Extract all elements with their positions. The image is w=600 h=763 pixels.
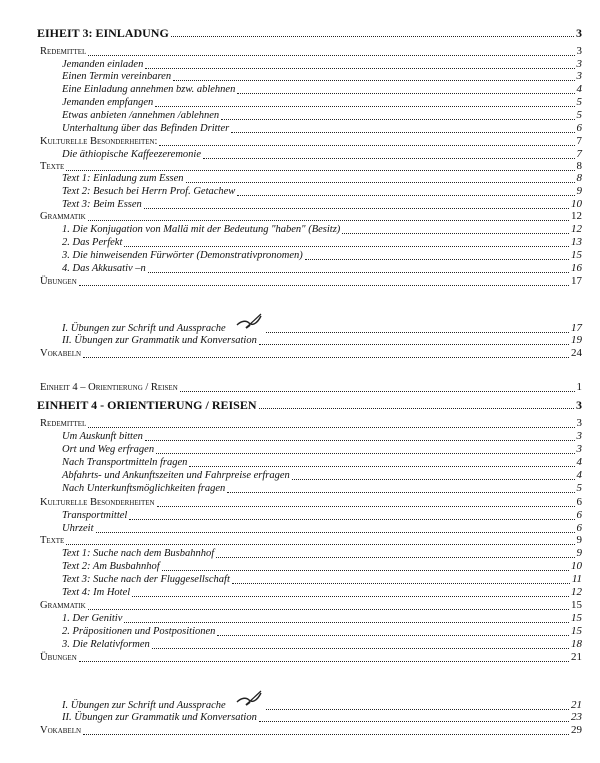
toc-entry bbox=[40, 46, 582, 58]
dot-leader bbox=[88, 54, 574, 56]
toc-entry-title: Grammatik bbox=[40, 211, 86, 222]
toc-entry bbox=[62, 173, 582, 185]
dot-leader bbox=[124, 621, 569, 623]
dot-leader bbox=[66, 543, 574, 545]
toc-entry-page-number: 6 bbox=[576, 122, 582, 134]
toc-entry-title: Uhrzeit bbox=[62, 523, 94, 534]
toc-entry bbox=[40, 136, 582, 148]
dot-leader bbox=[159, 144, 574, 146]
toc-entry-title: Text 3: Beim Essen bbox=[62, 199, 142, 210]
toc-entry-page-number: 6 bbox=[576, 522, 582, 534]
toc-entry-title: Jemanden empfangen bbox=[62, 97, 154, 108]
dot-leader bbox=[189, 465, 574, 467]
toc-entry-page-number: 7 bbox=[576, 148, 582, 160]
toc-entry-title: Um Auskunft bitten bbox=[62, 431, 143, 442]
dot-leader bbox=[342, 232, 569, 234]
toc-entry-title: Etwas anbieten /annehmen /ablehnen bbox=[62, 110, 220, 121]
dot-leader bbox=[227, 491, 574, 493]
toc-entry-page-number: 3 bbox=[576, 430, 582, 442]
toc-entry-page-number: 17 bbox=[571, 322, 582, 334]
toc-entry-title: Die äthiopische Kaffeezeremonie bbox=[62, 149, 201, 160]
dot-leader bbox=[217, 634, 569, 636]
dot-leader bbox=[266, 708, 569, 710]
toc-entry-title: Ort und Weg erfragen bbox=[62, 444, 155, 455]
toc-entry-page-number: 24 bbox=[571, 347, 582, 359]
toc-entry-page-number: 1 bbox=[576, 381, 582, 393]
dot-leader bbox=[232, 582, 570, 584]
dot-leader bbox=[305, 258, 569, 260]
toc-entry-title: EIHEIT 3: EINLADUNG bbox=[37, 26, 169, 40]
toc-entry bbox=[40, 725, 582, 737]
toc-entry bbox=[62, 123, 582, 135]
dot-leader bbox=[83, 733, 569, 735]
toc-entry-page-number: 6 bbox=[576, 496, 582, 508]
dot-leader bbox=[292, 478, 575, 480]
toc-entry-page-number: 19 bbox=[571, 334, 582, 346]
toc-entry bbox=[62, 84, 582, 96]
dot-leader bbox=[216, 556, 574, 558]
toc-entry bbox=[62, 59, 582, 71]
writing-hand-icon bbox=[234, 688, 264, 708]
toc-entry bbox=[62, 110, 582, 122]
dot-leader bbox=[88, 608, 569, 610]
toc-entry-title: Text 2: Am Busbahnhof bbox=[62, 561, 160, 572]
toc-entry-page-number: 4 bbox=[576, 83, 582, 95]
toc-entry bbox=[62, 457, 582, 469]
toc-entry bbox=[40, 600, 582, 612]
dot-leader bbox=[259, 407, 575, 409]
toc-entry-page-number: 4 bbox=[576, 469, 582, 481]
dot-leader bbox=[79, 660, 569, 662]
toc-entry-title: Text 1: Suche nach dem Busbahnhof bbox=[62, 548, 215, 559]
toc-entry-title: Texte bbox=[40, 535, 65, 546]
toc-entry bbox=[62, 97, 582, 109]
toc-entry-title: Transportmittel bbox=[62, 510, 128, 521]
toc-entry-title: Eine Einladung annehmen bzw. ablehnen bbox=[62, 84, 236, 95]
toc-entry-title: Unterhaltung über das Befinden Dritter bbox=[62, 123, 230, 134]
dot-leader bbox=[132, 595, 569, 597]
toc-entry-page-number: 15 bbox=[571, 249, 582, 261]
toc-entry-page-number: 12 bbox=[571, 586, 582, 598]
toc-entry-page-number: 21 bbox=[571, 699, 582, 711]
dot-leader bbox=[203, 157, 575, 159]
toc-entry-page-number: 13 bbox=[571, 236, 582, 248]
toc-entry-title: Text 2: Besuch bei Herrn Prof. Getachew bbox=[62, 186, 236, 197]
toc-entry-page-number: 17 bbox=[571, 275, 582, 287]
toc-entry bbox=[62, 613, 582, 625]
toc-entry bbox=[40, 211, 582, 223]
toc-entry bbox=[62, 186, 582, 198]
toc-entry-title: I. Übungen zur Schrift und Aussprache bbox=[62, 700, 226, 711]
toc-entry-page-number: 8 bbox=[576, 160, 582, 172]
toc-entry-title: 3. Die hinweisenden Fürwörter (Demonstrativpronomen) bbox=[62, 250, 303, 261]
toc-entry bbox=[62, 224, 582, 236]
toc-entry bbox=[40, 348, 582, 360]
toc-entry-page-number: 8 bbox=[576, 172, 582, 184]
toc-entry-page-number: 5 bbox=[576, 96, 582, 108]
dot-leader bbox=[148, 271, 569, 273]
toc-entry-title: II. Übungen zur Grammatik und Konversation bbox=[62, 712, 257, 723]
toc-entry bbox=[62, 688, 582, 712]
toc-entry-page-number: 15 bbox=[571, 599, 582, 611]
dot-leader bbox=[180, 390, 575, 392]
toc-entry-title: Grammatik bbox=[40, 600, 86, 611]
dot-leader bbox=[156, 452, 574, 454]
dot-leader bbox=[152, 647, 569, 649]
writing-hand-icon bbox=[234, 311, 264, 331]
toc-entry-page-number: 11 bbox=[571, 573, 582, 585]
dot-leader bbox=[88, 219, 569, 221]
toc-entry bbox=[62, 431, 582, 443]
toc-entry bbox=[62, 199, 582, 211]
toc-entry-title: Einheit 4 – Orientierung / Reisen bbox=[40, 382, 178, 393]
toc-entry bbox=[40, 161, 582, 173]
toc-entry-page-number: 18 bbox=[571, 638, 582, 650]
toc-entry-page-number: 3 bbox=[576, 26, 582, 40]
toc-entry-page-number: 12 bbox=[571, 210, 582, 222]
toc-entry-title: Redemittel bbox=[40, 418, 87, 429]
toc-entry bbox=[40, 418, 582, 430]
toc-entry-page-number: 3 bbox=[576, 398, 582, 412]
toc-entry-page-number: 16 bbox=[571, 262, 582, 274]
toc-entry bbox=[62, 587, 582, 599]
toc-entry bbox=[62, 712, 582, 724]
dot-leader bbox=[83, 356, 569, 358]
toc-entry-title: Einen Termin vereinbaren bbox=[62, 71, 172, 82]
toc-entry bbox=[62, 523, 582, 535]
dot-leader bbox=[259, 343, 569, 345]
toc-entry-title: Text 4: Im Hotel bbox=[62, 587, 131, 598]
toc-entry-title: Übungen bbox=[40, 276, 77, 287]
toc-entry-title: Übungen bbox=[40, 652, 77, 663]
toc-entry bbox=[40, 652, 582, 664]
toc-entry bbox=[62, 444, 582, 456]
toc-entry-page-number: 3 bbox=[576, 417, 582, 429]
dot-leader bbox=[162, 569, 569, 571]
dot-leader bbox=[129, 518, 574, 520]
toc-entry-title: Vokabeln bbox=[40, 725, 82, 736]
toc-entry-title: 3. Die Relativformen bbox=[62, 639, 150, 650]
dot-leader bbox=[88, 426, 574, 428]
toc-entry-title: Kulturelle Besonderheiten: bbox=[40, 136, 158, 147]
toc-entry bbox=[37, 399, 582, 411]
toc-entry bbox=[40, 382, 582, 394]
dot-leader bbox=[221, 118, 574, 120]
dot-leader bbox=[231, 131, 574, 133]
toc-entry-page-number: 21 bbox=[571, 651, 582, 663]
toc-entry bbox=[62, 639, 582, 651]
toc-entry-title: Text 1: Einladung zum Essen bbox=[62, 173, 184, 184]
toc-entry-title: 1. Der Genitiv bbox=[62, 613, 123, 624]
toc-entry-title: 2. Präpositionen und Postpositionen bbox=[62, 626, 216, 637]
dot-leader bbox=[259, 720, 569, 722]
toc-entry bbox=[62, 470, 582, 482]
toc-entry bbox=[62, 149, 582, 161]
toc-entry-title: 4. Das Akkusativ –n bbox=[62, 263, 146, 274]
dot-leader bbox=[171, 35, 574, 37]
toc-entry-title: Redemittel bbox=[40, 46, 87, 57]
toc-entry-page-number: 29 bbox=[571, 724, 582, 736]
toc-entry bbox=[62, 250, 582, 262]
toc-entry-page-number: 15 bbox=[571, 612, 582, 624]
toc-entry-page-number: 23 bbox=[571, 711, 582, 723]
toc-entry-title: Kulturelle Besonderheiten bbox=[40, 497, 155, 508]
dot-leader bbox=[145, 67, 574, 69]
dot-leader bbox=[96, 531, 575, 533]
dot-leader bbox=[155, 105, 574, 107]
toc-entry bbox=[62, 626, 582, 638]
toc-entry-title: II. Übungen zur Grammatik und Konversation bbox=[62, 335, 257, 346]
dot-leader bbox=[186, 181, 575, 183]
toc-entry bbox=[62, 483, 582, 495]
dot-leader bbox=[157, 505, 575, 507]
toc-entry bbox=[40, 497, 582, 509]
toc-entry-page-number: 3 bbox=[576, 443, 582, 455]
toc-entry-page-number: 9 bbox=[576, 185, 582, 197]
toc-entry-page-number: 10 bbox=[571, 198, 582, 210]
dot-leader bbox=[237, 194, 574, 196]
toc-entry-page-number: 3 bbox=[576, 58, 582, 70]
toc-entry-page-number: 5 bbox=[576, 482, 582, 494]
toc-entry-title: Abfahrts- und Ankunftszeiten und Fahrpreise erfragen bbox=[62, 470, 290, 481]
toc-entry bbox=[62, 71, 582, 83]
toc-entry bbox=[40, 535, 582, 547]
toc-entry-page-number: 15 bbox=[571, 625, 582, 637]
dot-leader bbox=[173, 79, 574, 81]
toc-entry-page-number: 9 bbox=[576, 534, 582, 546]
toc-entry-page-number: 10 bbox=[571, 560, 582, 572]
toc-entry-page-number: 3 bbox=[576, 70, 582, 82]
toc-entry-page-number: 3 bbox=[576, 45, 582, 57]
toc-entry-page-number: 12 bbox=[571, 223, 582, 235]
toc-entry-page-number: 7 bbox=[576, 135, 582, 147]
toc-entry bbox=[62, 548, 582, 560]
toc-entry bbox=[62, 561, 582, 573]
toc-entry-page-number: 6 bbox=[576, 509, 582, 521]
toc-entry bbox=[62, 510, 582, 522]
toc-entry-page-number: 5 bbox=[576, 109, 582, 121]
toc-entry-title: Jemanden einladen bbox=[62, 59, 144, 70]
toc-entry-title: EINHEIT 4 - ORIENTIERUNG / REISEN bbox=[37, 398, 257, 412]
dot-leader bbox=[124, 245, 569, 247]
toc-entry-title: Vokabeln bbox=[40, 348, 82, 359]
dot-leader bbox=[66, 169, 574, 171]
toc-entry bbox=[37, 27, 582, 39]
toc-entry-title: Nach Transportmitteln fragen bbox=[62, 457, 188, 468]
toc-entry-title: 1. Die Konjugation von Mallä mit der Bedeutung "haben" (Besitz) bbox=[62, 224, 341, 235]
toc-entry-page-number: 4 bbox=[576, 456, 582, 468]
toc-entry-title: I. Übungen zur Schrift und Aussprache bbox=[62, 323, 226, 334]
dot-leader bbox=[266, 331, 569, 333]
toc-entry-title: Text 3: Suche nach der Fluggesellschaft bbox=[62, 574, 230, 585]
dot-leader bbox=[237, 92, 574, 94]
toc-entry bbox=[62, 237, 582, 249]
toc-entry-title: Nach Unterkunftsmöglichkeiten fragen bbox=[62, 483, 226, 494]
toc-entry bbox=[62, 574, 582, 586]
toc-entry bbox=[40, 276, 582, 288]
toc-entry-page-number: 9 bbox=[576, 547, 582, 559]
dot-leader bbox=[79, 284, 569, 286]
toc-entry bbox=[62, 311, 582, 335]
dot-leader bbox=[144, 207, 569, 209]
toc-entry bbox=[62, 263, 582, 275]
dot-leader bbox=[145, 439, 575, 441]
toc-entry bbox=[62, 335, 582, 347]
toc-entry-title: Texte bbox=[40, 161, 65, 172]
toc-entry-title: 2. Das Perfekt bbox=[62, 237, 123, 248]
